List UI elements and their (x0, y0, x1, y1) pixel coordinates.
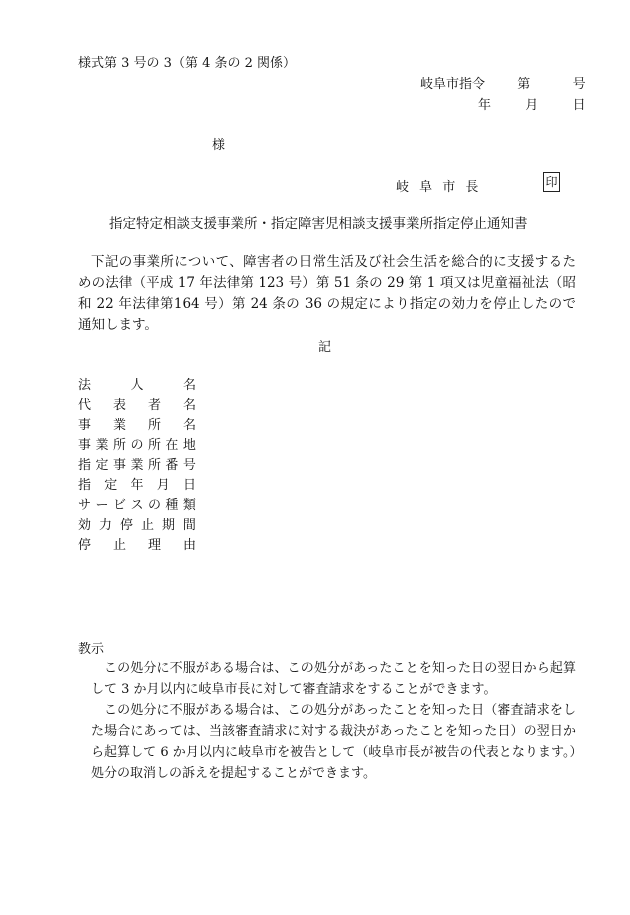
item-label-char: 定 (104, 478, 118, 493)
item-label (78, 436, 196, 456)
notice-paragraph-1: この処分に不服がある場合は、この処分があったことを知った日の翌日から起算して 3 か月以内に岐阜市長に対して審査請求をすることができます。 (91, 661, 576, 697)
item-label-char: 者 (147, 398, 161, 413)
item-label-char: 定 (95, 458, 109, 473)
issuer-name: 岐 阜 市 長 (396, 180, 482, 195)
item-label-char: 理 (147, 538, 161, 553)
item-label-char: 業 (112, 418, 126, 433)
item-label-char: 地 (182, 438, 196, 453)
item-label (78, 496, 196, 516)
item-label-char: 由 (182, 538, 196, 553)
item-label-char: 表 (112, 398, 126, 413)
item-label-char: 代 (78, 398, 92, 413)
notice-heading: 教示 (78, 642, 105, 657)
item-label-char: 事 (112, 458, 126, 473)
directive-go: 号 (572, 77, 586, 92)
item-label-char: 停 (119, 518, 133, 533)
item-label-char: 止 (140, 518, 154, 533)
date-month: 月 (525, 98, 539, 113)
item-label-char: 力 (98, 518, 112, 533)
item-label-char: 停 (78, 538, 92, 553)
item-label-char: 日 (182, 478, 196, 493)
date-day: 日 (572, 98, 586, 113)
item-label-char: 類 (182, 498, 196, 513)
item-label-char: 番 (165, 458, 179, 473)
item-label-char: 間 (182, 518, 196, 533)
item-label-char: 種 (165, 498, 179, 513)
item-label-char: 業 (130, 458, 144, 473)
form-number-label: 様式第 3 号の 3（第 4 条の 2 関係） (78, 56, 297, 71)
item-label-char: 所 (112, 438, 126, 453)
item-label-char: 止 (112, 538, 126, 553)
item-label (78, 476, 196, 496)
item-label (78, 396, 196, 416)
addressee-suffix: 様 (212, 138, 226, 153)
item-label-char: 事 (78, 438, 92, 453)
item-label (78, 416, 196, 436)
item-label (78, 456, 196, 476)
notice-paragraph-2: この処分に不服がある場合は、この処分があったことを知った日（審査請求をした場合にあっては、当該審査請求に対する裁決があったことを知った日）の翌日から起算して 6 か月以内に岐阜市を被告として（岐阜市長が被告の代表となります。）処分の取消しの訴えを提起することができます。 (91, 703, 576, 781)
item-label-char: 所 (147, 438, 161, 453)
document-title: 指定特定相談支援事業所・指定障害児相談支援事業所指定停止通知書 (109, 216, 528, 232)
item-label-char: の (130, 438, 144, 453)
directive-dai: 第 (517, 77, 531, 92)
item-label-char: 号 (182, 458, 196, 473)
item-label-char: 業 (95, 438, 109, 453)
item-label-char: 事 (78, 418, 92, 433)
date-line (478, 94, 586, 113)
item-label-char: 名 (182, 378, 196, 393)
seal-box: 印 (543, 172, 560, 192)
item-label (78, 536, 196, 556)
item-label (78, 516, 196, 536)
ki-heading: 記 (318, 340, 332, 355)
item-label-char: サ (78, 498, 92, 513)
item-list (78, 376, 208, 556)
notification-body: 下記の事業所について、障害者の日常生活及び社会生活を総合的に支援するための法律（平成 17 年法律第 123 号）第 51 条の 29 第 1 項又は児童福祉法（昭和 22 年法律第164 号）第 24 条の 36 の規定により指定の効力を停止したので通知します。 (78, 254, 576, 333)
directive-number-line (420, 73, 586, 92)
item-label-char: 月 (156, 478, 170, 493)
item-label-char: 法 (78, 378, 92, 393)
item-label-char: 所 (147, 458, 161, 473)
date-year: 年 (478, 98, 492, 113)
item-label-char: 人 (130, 378, 144, 393)
item-label-char: 指 (78, 478, 92, 493)
item-label-char: 名 (182, 398, 196, 413)
item-label-char: ス (130, 498, 144, 513)
item-label-char: 在 (165, 438, 179, 453)
item-label-char: 指 (78, 458, 92, 473)
item-label-char: 所 (147, 418, 161, 433)
item-label-char: 期 (161, 518, 175, 533)
item-label-char: 年 (130, 478, 144, 493)
item-label-char: ビ (112, 498, 126, 513)
item-label (78, 376, 196, 396)
item-label-char: ー (95, 498, 109, 513)
directive-prefix: 岐阜市指令 (420, 77, 486, 92)
item-label-char: 名 (182, 418, 196, 433)
item-label-char: の (147, 498, 161, 513)
item-label-char: 効 (78, 518, 92, 533)
